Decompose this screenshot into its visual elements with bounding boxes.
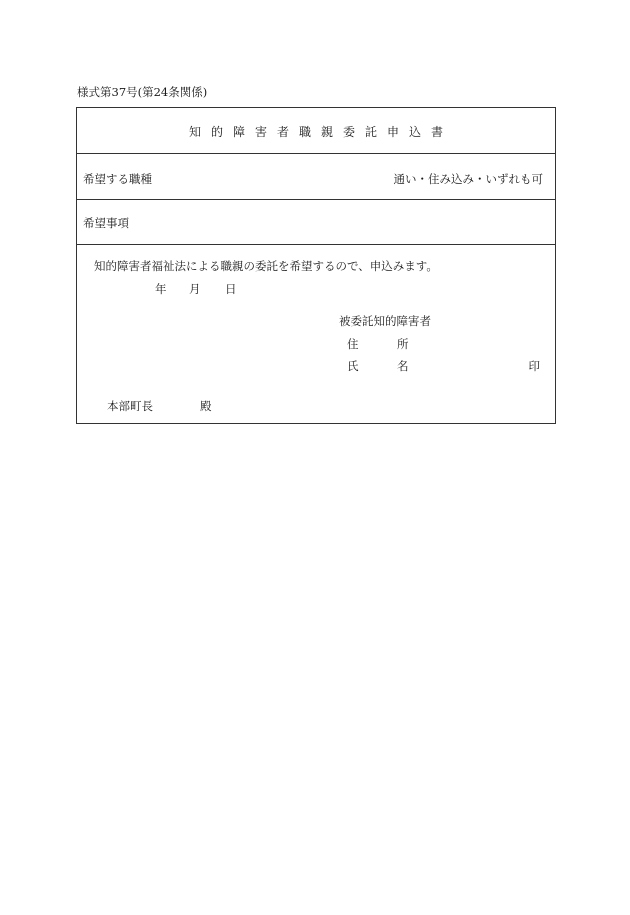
- name-label-1: 氏: [347, 359, 359, 373]
- declaration-area: [77, 245, 555, 423]
- addressee-honorific: 殿: [200, 399, 212, 413]
- address-label-1: 住: [347, 337, 359, 351]
- seal-mark: 印: [528, 359, 540, 373]
- request-row: [77, 200, 555, 245]
- form-title: 知的障害者職親委託申込書: [188, 125, 453, 139]
- date-month: 月: [189, 282, 201, 296]
- occupation-options: 通い・住み込み・いずれも可: [393, 172, 543, 186]
- occupation-label: 希望する職種: [83, 172, 152, 186]
- occupation-row: [77, 154, 555, 200]
- form-reference: 様式第37号(第24条関係): [77, 85, 208, 99]
- application-form: [76, 107, 556, 424]
- addressee-office: 本部町長: [107, 399, 153, 413]
- title-row: [77, 108, 555, 154]
- declaration-statement: 知的障害者福祉法による職親の委託を希望するので、申込みます。: [94, 259, 438, 273]
- date-day: 日: [225, 282, 237, 296]
- applicant-heading: 被委託知的障害者: [339, 314, 431, 328]
- date-year: 年: [155, 282, 167, 296]
- request-label: 希望事項: [83, 216, 129, 230]
- address-label-2: 所: [397, 337, 409, 351]
- name-label-2: 名: [397, 359, 409, 373]
